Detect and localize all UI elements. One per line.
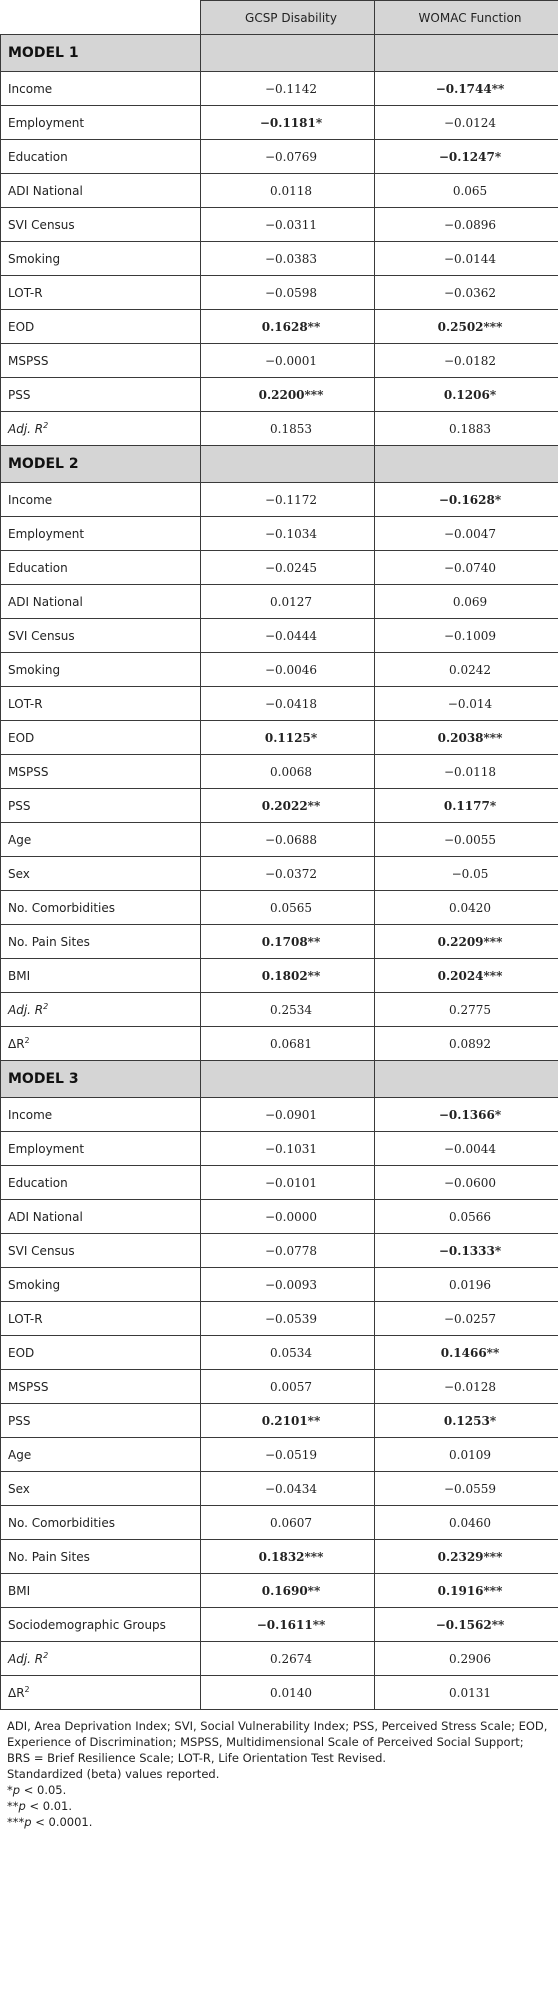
significance-note-3 — [7, 1814, 550, 1830]
sig-threshold: < 0.01. — [25, 1799, 73, 1813]
row-label-text: Smoking — [8, 662, 61, 677]
row-label-text: PSS — [8, 1413, 31, 1428]
table-row — [1, 483, 558, 517]
gcsp-disability-value: −0.0093 — [201, 1268, 375, 1302]
model-header-row — [1, 35, 558, 72]
womac-function-value: 0.0460 — [375, 1506, 558, 1540]
table-row — [1, 1027, 558, 1061]
womac-function-value: −0.1333* — [375, 1234, 558, 1268]
gcsp-disability-value: 0.2101** — [201, 1404, 375, 1438]
row-label-text: Age — [8, 832, 32, 847]
womac-function-value: −0.1247* — [375, 140, 558, 174]
row-label-text: No. Comorbidities — [8, 900, 115, 915]
gcsp-disability-value: 0.0140 — [201, 1676, 375, 1710]
gcsp-disability-value: −0.1034 — [201, 517, 375, 551]
gcsp-disability-value: −0.0000 — [201, 1200, 375, 1234]
header-gcsp-disability: GCSP Disability — [201, 1, 375, 35]
row-label-text: Employment — [8, 115, 85, 130]
row-label — [1, 585, 201, 619]
row-label — [1, 619, 201, 653]
gcsp-disability-value: 0.1853 — [201, 412, 375, 446]
row-label-text: SVI Census — [8, 1243, 75, 1258]
row-label — [1, 140, 201, 174]
womac-function-value: 0.2906 — [375, 1642, 558, 1676]
sig-mark: ** — [7, 1799, 19, 1813]
gcsp-disability-value: 0.0068 — [201, 755, 375, 789]
womac-function-value: −0.0182 — [375, 344, 558, 378]
row-label-text: Adj. R — [8, 1652, 44, 1666]
row-label — [1, 1098, 201, 1132]
row-label-text: Adj. R — [8, 1003, 44, 1017]
row-label-text: Income — [8, 492, 53, 507]
gcsp-disability-value: 0.2200*** — [201, 378, 375, 412]
table-row — [1, 1200, 558, 1234]
row-label — [1, 1132, 201, 1166]
row-label — [1, 1336, 201, 1370]
row-label — [1, 823, 201, 857]
row-label — [1, 721, 201, 755]
womac-function-value: −0.0559 — [375, 1472, 558, 1506]
model-header-spacer — [201, 446, 375, 483]
table-row — [1, 1676, 558, 1710]
row-label-text: No. Pain Sites — [8, 1549, 90, 1564]
row-label — [1, 857, 201, 891]
womac-function-value: 0.0242 — [375, 653, 558, 687]
womac-function-value: 0.1253* — [375, 1404, 558, 1438]
row-label-text: Income — [8, 81, 53, 96]
header-womac-function: WOMAC Function — [375, 1, 558, 35]
row-label-superscript: 2 — [24, 1685, 30, 1694]
row-label-text: PSS — [8, 387, 31, 402]
womac-function-value: −0.0896 — [375, 208, 558, 242]
table-row — [1, 653, 558, 687]
table-row — [1, 1506, 558, 1540]
gcsp-disability-value: −0.0778 — [201, 1234, 375, 1268]
womac-function-value: −0.0055 — [375, 823, 558, 857]
table-header-row — [1, 1, 558, 35]
gcsp-disability-value: −0.0434 — [201, 1472, 375, 1506]
gcsp-disability-value: 0.2534 — [201, 993, 375, 1027]
row-label — [1, 1302, 201, 1336]
row-label-text: ΔR — [8, 1686, 25, 1700]
row-label-text: LOT-R — [8, 1311, 43, 1326]
womac-function-value: 0.1177* — [375, 789, 558, 823]
gcsp-disability-value: −0.0046 — [201, 653, 375, 687]
womac-function-value: −0.0362 — [375, 276, 558, 310]
table-body — [1, 35, 558, 1710]
gcsp-disability-value: 0.1832*** — [201, 1540, 375, 1574]
row-label — [1, 755, 201, 789]
table-row — [1, 344, 558, 378]
table-row — [1, 72, 558, 106]
table-row — [1, 1370, 558, 1404]
row-label — [1, 276, 201, 310]
table-row — [1, 1404, 558, 1438]
row-label-text: EOD — [8, 1345, 35, 1360]
gcsp-disability-value: −0.0539 — [201, 1302, 375, 1336]
table-row — [1, 242, 558, 276]
womac-function-value: 0.2329*** — [375, 1540, 558, 1574]
row-label-text: No. Pain Sites — [8, 934, 90, 949]
table-row — [1, 789, 558, 823]
row-label-text: Smoking — [8, 251, 61, 266]
gcsp-disability-value: −0.1181* — [201, 106, 375, 140]
p-symbol: p — [18, 1799, 26, 1813]
womac-function-value: 0.0892 — [375, 1027, 558, 1061]
row-label — [1, 551, 201, 585]
row-label — [1, 891, 201, 925]
womac-function-value: 0.1883 — [375, 412, 558, 446]
table-row — [1, 208, 558, 242]
table-row — [1, 1574, 558, 1608]
table-row — [1, 823, 558, 857]
gcsp-disability-value: 0.0057 — [201, 1370, 375, 1404]
gcsp-disability-value: −0.0372 — [201, 857, 375, 891]
row-label-text: Sex — [8, 866, 30, 881]
row-label-text: Education — [8, 560, 68, 575]
womac-function-value: 0.0566 — [375, 1200, 558, 1234]
row-label-text: ADI National — [8, 594, 83, 609]
womac-function-value: −0.0047 — [375, 517, 558, 551]
row-label-text: MSPSS — [8, 764, 49, 779]
row-label-text: ADI National — [8, 1209, 83, 1224]
row-label — [1, 174, 201, 208]
row-label-text: Sex — [8, 1481, 30, 1496]
model-header-spacer — [201, 1061, 375, 1098]
table-row — [1, 1642, 558, 1676]
row-label — [1, 687, 201, 721]
table-row — [1, 1234, 558, 1268]
gcsp-disability-value: 0.1628** — [201, 310, 375, 344]
womac-function-value: 0.065 — [375, 174, 558, 208]
row-label — [1, 653, 201, 687]
row-label — [1, 412, 201, 446]
model-header-spacer — [375, 1061, 558, 1098]
gcsp-disability-value: −0.1031 — [201, 1132, 375, 1166]
gcsp-disability-value: 0.0118 — [201, 174, 375, 208]
row-label — [1, 1506, 201, 1540]
table-row — [1, 687, 558, 721]
gcsp-disability-value: 0.0565 — [201, 891, 375, 925]
table-row — [1, 174, 558, 208]
significance-note-2 — [7, 1798, 550, 1814]
model-header-row — [1, 1061, 558, 1098]
gcsp-disability-value: 0.1708** — [201, 925, 375, 959]
row-label-text: Education — [8, 1175, 68, 1190]
womac-function-value: 0.2038*** — [375, 721, 558, 755]
model-title: MODEL 3 — [1, 1061, 201, 1098]
row-label-text: Education — [8, 149, 68, 164]
row-label-text: Employment — [8, 1141, 85, 1156]
womac-function-value: −0.1744** — [375, 72, 558, 106]
table-row — [1, 310, 558, 344]
row-label — [1, 208, 201, 242]
gcsp-disability-value: −0.0901 — [201, 1098, 375, 1132]
gcsp-disability-value: −0.0418 — [201, 687, 375, 721]
gcsp-disability-value: −0.0001 — [201, 344, 375, 378]
model-header-spacer — [375, 446, 558, 483]
table-row — [1, 1098, 558, 1132]
table-row — [1, 1336, 558, 1370]
row-label-text: PSS — [8, 798, 31, 813]
gcsp-disability-value: 0.0534 — [201, 1336, 375, 1370]
row-label-text: BMI — [8, 1583, 31, 1598]
table-row — [1, 1166, 558, 1200]
row-label — [1, 1438, 201, 1472]
row-label — [1, 1472, 201, 1506]
gcsp-disability-value: −0.0383 — [201, 242, 375, 276]
row-label — [1, 1370, 201, 1404]
table-row — [1, 1302, 558, 1336]
womac-function-value: 0.0420 — [375, 891, 558, 925]
row-label-text: SVI Census — [8, 628, 75, 643]
gcsp-disability-value: −0.0101 — [201, 1166, 375, 1200]
table-row — [1, 1268, 558, 1302]
womac-function-value: −0.1009 — [375, 619, 558, 653]
womac-function-value: −0.1562** — [375, 1608, 558, 1642]
row-label — [1, 993, 201, 1027]
abbreviations-note: ADI, Area Deprivation Index; SVI, Social Vulnerability Index; PSS, Perceived Stress Scale; EOD, Experience of Discrimination; MSPSS, Multidimensional Scale of Perceived Social Support; BRS = Brief Resilience Scale; LOT-R, Life Orientation Test Revised. — [7, 1719, 548, 1765]
table-row — [1, 276, 558, 310]
gcsp-disability-value: −0.0688 — [201, 823, 375, 857]
womac-function-value: −0.0124 — [375, 106, 558, 140]
row-label — [1, 483, 201, 517]
row-label — [1, 1200, 201, 1234]
row-label — [1, 1268, 201, 1302]
table-row — [1, 140, 558, 174]
row-label-superscript: 2 — [43, 1651, 49, 1660]
table-row — [1, 857, 558, 891]
gcsp-disability-value: 0.1802** — [201, 959, 375, 993]
row-label-text: Adj. R — [8, 422, 44, 436]
table-row — [1, 993, 558, 1027]
gcsp-disability-value: −0.0444 — [201, 619, 375, 653]
gcsp-disability-value: −0.1611** — [201, 1608, 375, 1642]
womac-function-value: −0.1366* — [375, 1098, 558, 1132]
row-label-superscript: 2 — [24, 1036, 30, 1045]
table-footnotes — [0, 1710, 558, 1830]
row-label — [1, 925, 201, 959]
table-row — [1, 551, 558, 585]
row-label — [1, 517, 201, 551]
sig-threshold: < 0.0001. — [31, 1815, 93, 1829]
table-row — [1, 1608, 558, 1642]
row-label-text: Employment — [8, 526, 85, 541]
table-row — [1, 959, 558, 993]
womac-function-value: 0.2775 — [375, 993, 558, 1027]
sig-threshold: < 0.05. — [20, 1783, 67, 1797]
table-row — [1, 1540, 558, 1574]
row-label-text: Age — [8, 1447, 32, 1462]
gcsp-disability-value: 0.1690** — [201, 1574, 375, 1608]
gcsp-disability-value: 0.0681 — [201, 1027, 375, 1061]
row-label-text: MSPSS — [8, 1379, 49, 1394]
gcsp-disability-value: −0.0598 — [201, 276, 375, 310]
row-label-text: Income — [8, 1107, 53, 1122]
gcsp-disability-value: −0.0769 — [201, 140, 375, 174]
table-row — [1, 585, 558, 619]
row-label-text: Sociodemographic Groups — [8, 1617, 166, 1632]
gcsp-disability-value: −0.1172 — [201, 483, 375, 517]
womac-function-value: 0.069 — [375, 585, 558, 619]
sig-mark: *** — [7, 1815, 25, 1829]
model-header-spacer — [375, 35, 558, 72]
model-header-spacer — [201, 35, 375, 72]
womac-function-value: 0.0131 — [375, 1676, 558, 1710]
table-row — [1, 619, 558, 653]
row-label-text: EOD — [8, 730, 35, 745]
row-label-text: ADI National — [8, 183, 83, 198]
model-title: MODEL 1 — [1, 35, 201, 72]
row-label-text: No. Comorbidities — [8, 1515, 115, 1530]
table-row — [1, 1132, 558, 1166]
row-label-text: LOT-R — [8, 285, 43, 300]
row-label — [1, 959, 201, 993]
womac-function-value: 0.2024*** — [375, 959, 558, 993]
table-row — [1, 412, 558, 446]
p-symbol: p — [24, 1815, 32, 1829]
gcsp-disability-value: −0.0519 — [201, 1438, 375, 1472]
womac-function-value: 0.0196 — [375, 1268, 558, 1302]
womac-function-value: −0.0600 — [375, 1166, 558, 1200]
gcsp-disability-value: 0.1125* — [201, 721, 375, 755]
p-symbol: p — [12, 1783, 21, 1797]
womac-function-value: 0.1916*** — [375, 1574, 558, 1608]
womac-function-value: −0.0257 — [375, 1302, 558, 1336]
row-label-text: EOD — [8, 319, 35, 334]
row-label-text: Smoking — [8, 1277, 61, 1292]
row-label-text: BMI — [8, 968, 31, 983]
womac-function-value: 0.2502*** — [375, 310, 558, 344]
womac-function-value: −0.0044 — [375, 1132, 558, 1166]
row-label — [1, 1404, 201, 1438]
table-row — [1, 1438, 558, 1472]
row-label — [1, 1574, 201, 1608]
womac-function-value: 0.0109 — [375, 1438, 558, 1472]
gcsp-disability-value: 0.0127 — [201, 585, 375, 619]
womac-function-value: −0.0740 — [375, 551, 558, 585]
womac-function-value: −0.014 — [375, 687, 558, 721]
womac-function-value: −0.0118 — [375, 755, 558, 789]
model-title: MODEL 2 — [1, 446, 201, 483]
gcsp-disability-value: −0.1142 — [201, 72, 375, 106]
table-row — [1, 925, 558, 959]
row-label — [1, 1166, 201, 1200]
womac-function-value: −0.05 — [375, 857, 558, 891]
table-row — [1, 517, 558, 551]
row-label — [1, 344, 201, 378]
row-label — [1, 789, 201, 823]
row-label — [1, 72, 201, 106]
row-label-text: SVI Census — [8, 217, 75, 232]
row-label — [1, 106, 201, 140]
row-label — [1, 242, 201, 276]
gcsp-disability-value: 0.0607 — [201, 1506, 375, 1540]
row-label-text: ΔR — [8, 1037, 25, 1051]
row-label — [1, 1027, 201, 1061]
row-label — [1, 1234, 201, 1268]
gcsp-disability-value: −0.0245 — [201, 551, 375, 585]
row-label-text: MSPSS — [8, 353, 49, 368]
row-label — [1, 1540, 201, 1574]
row-label — [1, 310, 201, 344]
row-label-text: LOT-R — [8, 696, 43, 711]
table-row — [1, 106, 558, 140]
womac-function-value: 0.1206* — [375, 378, 558, 412]
table-row — [1, 1472, 558, 1506]
row-label — [1, 1676, 201, 1710]
gcsp-disability-value: 0.2022** — [201, 789, 375, 823]
sig-mark: * — [7, 1783, 13, 1797]
table-row — [1, 755, 558, 789]
row-label-superscript: 2 — [43, 421, 49, 430]
significance-note-1 — [7, 1782, 550, 1798]
gcsp-disability-value: 0.2674 — [201, 1642, 375, 1676]
header-blank-cell — [1, 1, 201, 35]
row-label — [1, 1608, 201, 1642]
standardized-note: Standardized (beta) values reported. — [7, 1767, 220, 1781]
table-row — [1, 378, 558, 412]
model-header-row — [1, 446, 558, 483]
womac-function-value: 0.1466** — [375, 1336, 558, 1370]
table-row — [1, 721, 558, 755]
table-row — [1, 891, 558, 925]
row-label — [1, 1642, 201, 1676]
womac-function-value: −0.1628* — [375, 483, 558, 517]
row-label-superscript: 2 — [43, 1002, 49, 1011]
womac-function-value: 0.2209*** — [375, 925, 558, 959]
womac-function-value: −0.0144 — [375, 242, 558, 276]
gcsp-disability-value: −0.0311 — [201, 208, 375, 242]
womac-function-value: −0.0128 — [375, 1370, 558, 1404]
row-label — [1, 378, 201, 412]
